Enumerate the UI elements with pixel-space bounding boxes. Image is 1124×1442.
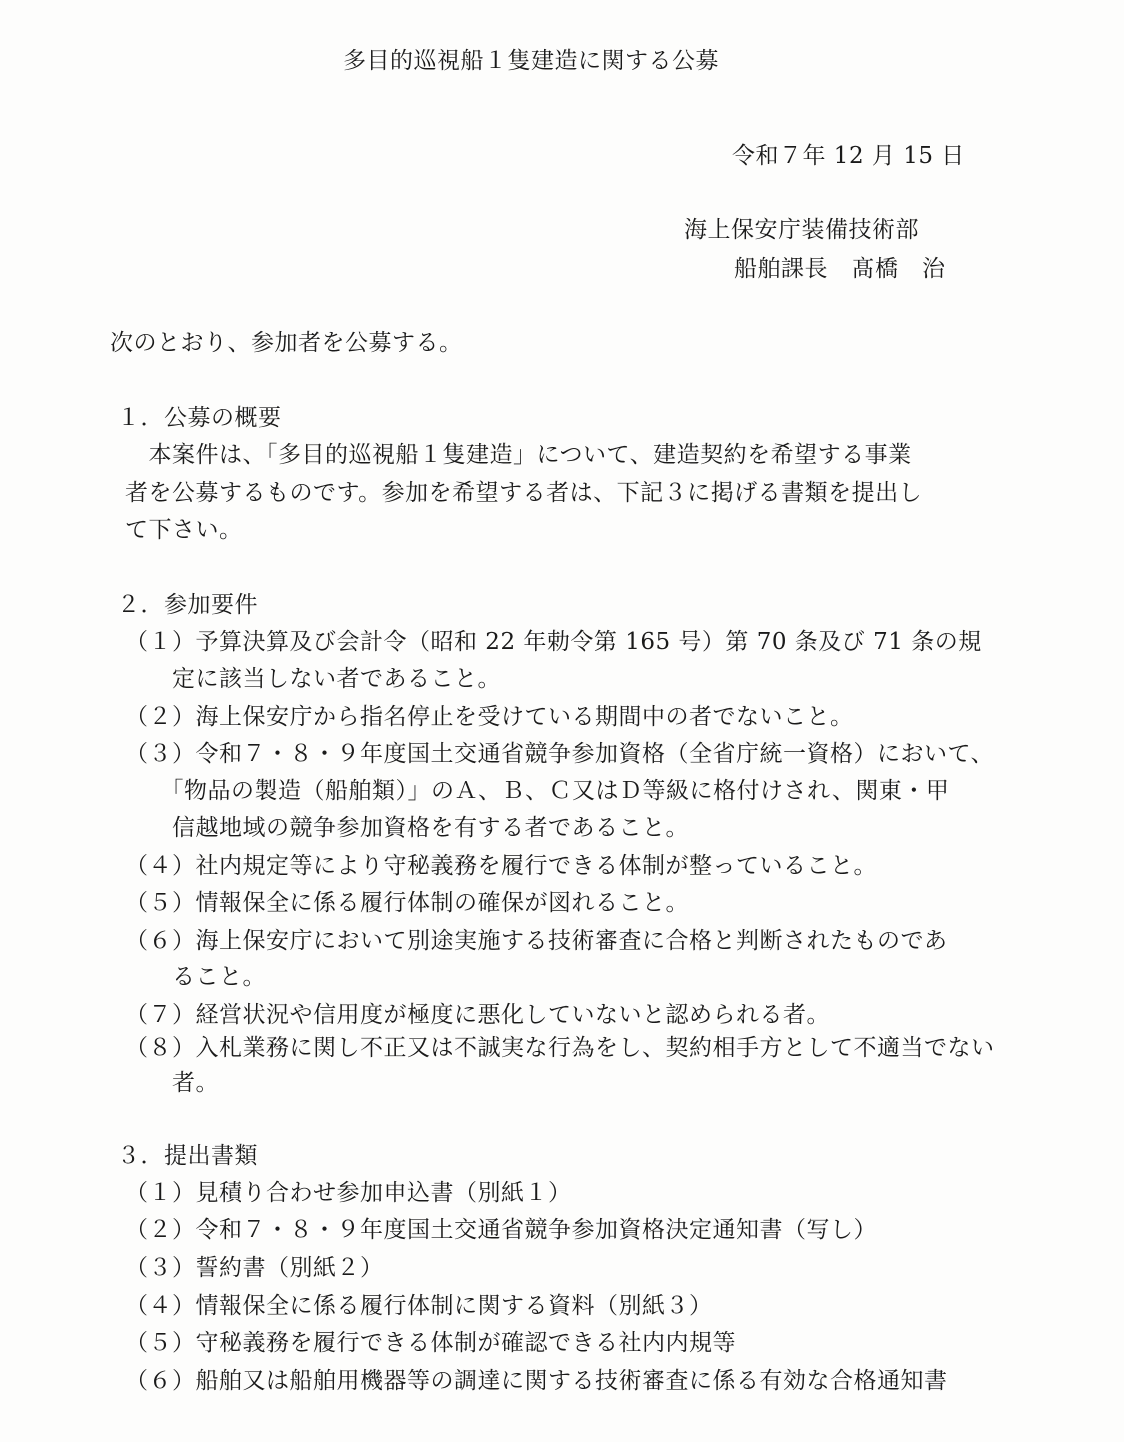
intro-text: 次のとおり、参加者を公募する。 [110, 330, 463, 356]
submission-item: （３）誓約書（別紙２） [125, 1255, 384, 1281]
section1-heading: １．公募の概要 [117, 405, 282, 431]
issuer-organization: 海上保安庁装備技術部 [684, 217, 919, 243]
submission-item: （４）情報保全に係る履行体制に関する資料（別紙３） [125, 1293, 713, 1319]
requirement-line: （４）社内規定等により守秘義務を履行できる体制が整っていること。 [125, 853, 877, 879]
document-title: 多目的巡視船１隻建造に関する公募 [343, 48, 719, 74]
section1-line: 者を公募するものです。参加を希望する者は、下記３に掲げる書類を提出し [125, 480, 923, 506]
submission-item: （１）見積り合わせ参加申込書（別紙１） [125, 1180, 572, 1206]
requirement-line: 定に該当しない者であること。 [125, 666, 501, 692]
requirement-line: （３）令和７・８・９年度国土交通省競争参加資格（全省庁統一資格）において、 [125, 741, 995, 767]
section1-line: て下さい。 [125, 517, 243, 543]
requirement-line: 者。 [125, 1070, 219, 1096]
submission-item: （２）令和７・８・９年度国土交通省競争参加資格決定通知書（写し） [125, 1217, 877, 1243]
submission-item: （５）守秘義務を履行できる体制が確認できる社内内規等 [125, 1330, 736, 1356]
requirement-line: 信越地域の競争参加資格を有する者であること。 [125, 815, 689, 841]
section1-line: 本案件は、「多目的巡視船１隻建造」について、建造契約を希望する事業 [125, 442, 912, 468]
requirement-line: （１）予算決算及び会計令（昭和 22 年勅令第 165 号）第 70 条及び 71 条の規 [125, 629, 982, 655]
requirement-line: （８）入札業務に関し不正又は不誠実な行為をし、契約相手方として不適当でない [125, 1035, 995, 1061]
section2-heading: ２．参加要件 [117, 592, 258, 618]
submission-item: （６）船舶又は船舶用機器等の調達に関する技術審査に係る有効な合格通知書 [125, 1368, 948, 1394]
section3-heading: ３．提出書類 [117, 1143, 258, 1169]
requirement-line: 「物品の製造（船舶類）」のＡ、Ｂ、Ｃ又はＤ等級に格付けされ、関東・甲 [125, 778, 950, 804]
requirement-line: （５）情報保全に係る履行体制の確保が図れること。 [125, 890, 689, 916]
requirement-line: （７）経営状況や信用度が極度に悪化していないと認められる者。 [125, 1002, 830, 1028]
requirement-line: （６）海上保安庁において別途実施する技術審査に合格と判断されたものであ [125, 928, 948, 954]
requirement-line: ること。 [125, 964, 266, 990]
requirement-line: （２）海上保安庁から指名停止を受けている期間中の者でないこと。 [125, 704, 854, 730]
issue-date: 令和７年 12 月 15 日 [732, 143, 965, 169]
issuer-chief: 船舶課長 髙橋 治 [734, 256, 946, 282]
